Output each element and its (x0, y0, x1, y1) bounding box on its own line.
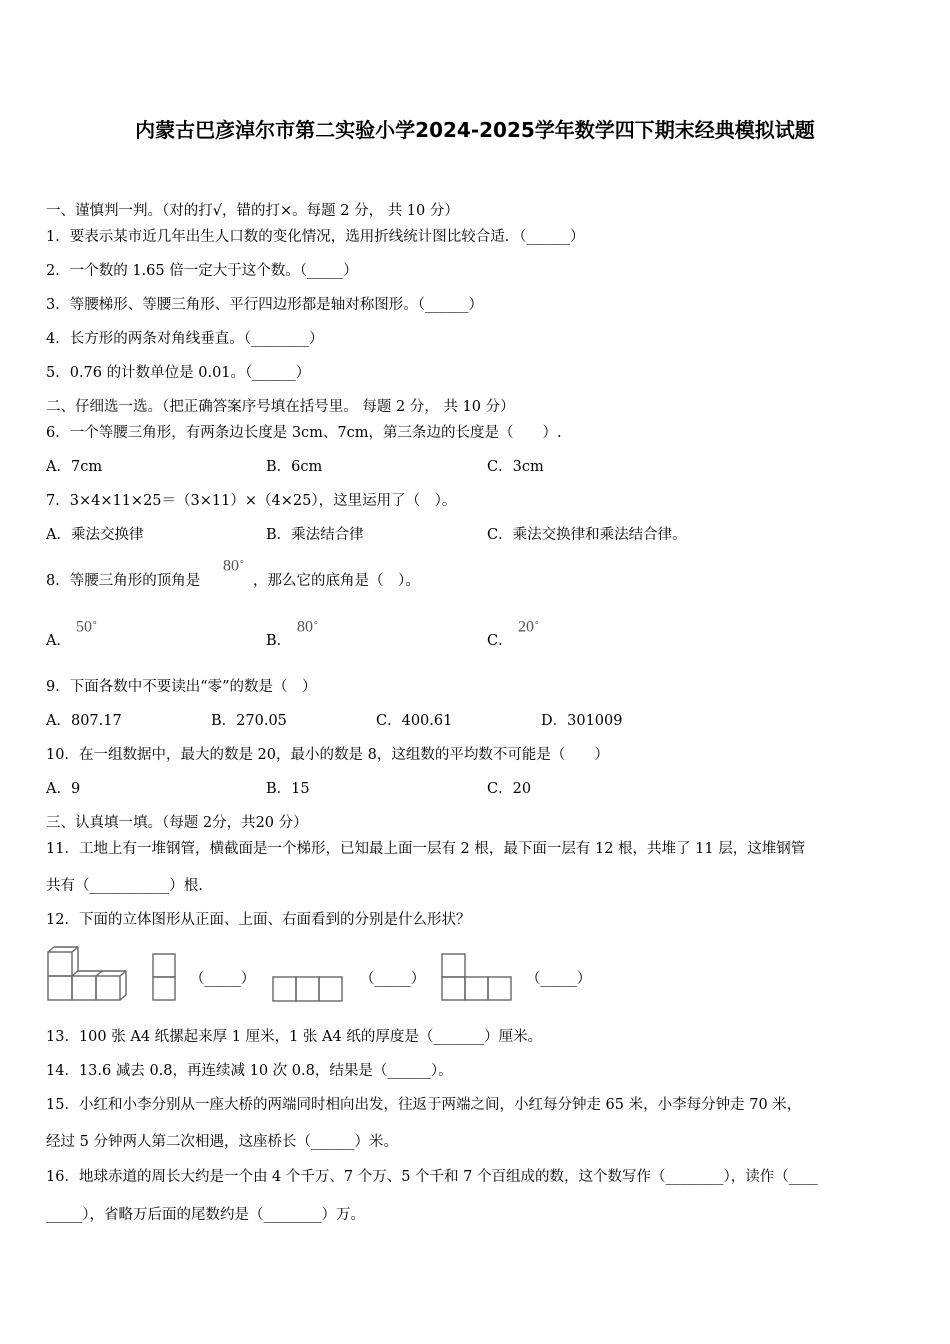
option-9d: D．301009 (541, 713, 623, 729)
option-10c: C．20 (487, 781, 532, 797)
question-11-line-2: 共有（___________）根. (46, 878, 203, 894)
question-4: 4．长方形的两条对角线垂直。（________） (46, 331, 324, 347)
view-shape-1 (151, 952, 179, 1004)
page-title: 内蒙古巴彦淖尔市第二实验小学2024-2025学年数学四下期末经典模拟试题 (135, 118, 815, 142)
question-16-line-2: _____），省略万后面的尾数约是（________）万。 (46, 1207, 365, 1223)
option-10b: B．15 (266, 781, 310, 797)
question-1: 1．要表示某市近几年出生人口数的变化情况，选用折线统计图比较合适．（______） (46, 229, 585, 245)
section-heading-choice: 二、仔细选一选。（把正确答案序号填在括号里。 每题 2 分， 共 10 分） (46, 399, 515, 415)
question-8-suffix: ，那么它的底角是（ ）。 (253, 573, 420, 589)
option-8c: C． (487, 633, 513, 649)
option-7b: B．乘法结合律 (266, 527, 364, 543)
option-8a-angle: 50∘ (76, 617, 98, 636)
question-15-line-1: 15．小红和小李分别从一座大桥的两端同时相向出发，往返于两端之间，小红每分钟走 65 米，小李每分钟走 70 米， (46, 1097, 802, 1113)
question-11-line-1: 11．工地上有一堆钢管，横截面是一个梯形，已知最上面一层有 2 根，最下面一层有 12 根，共堆了 11 层，这堆钢管 (46, 841, 806, 857)
answer-blank-view-1[interactable]: （_____） (190, 971, 256, 987)
option-10a: A．9 (46, 781, 81, 797)
question-8-prefix: 8．等腰三角形的顶角是 (46, 573, 201, 589)
question-5: 5．0.76 的计数单位是 0.01。（______） (46, 365, 311, 381)
option-9b: B．270.05 (211, 713, 287, 729)
option-8b-angle: 80∘ (297, 617, 319, 636)
option-8b: B． (266, 633, 292, 649)
option-6a: A．7cm (46, 459, 103, 475)
question-15-line-2: 经过 5 分钟两人第二次相遇，这座桥长（______）米。 (46, 1134, 398, 1150)
question-2: 2．一个数的 1.65 倍一定大于这个数。（_____） (46, 263, 358, 279)
view-shape-2 (271, 974, 345, 1004)
question-16-line-1: 16．地球赤道的周长大约是一个由 4 个千万、7 个万、5 个千和 7 个百组成的数，这个数写作（________），读作（____ (46, 1169, 818, 1185)
section-heading-judge: 一、谨慎判一判。（对的打√，错的打×。每题 2 分， 共 10 分） (46, 203, 459, 219)
question-6: 6．一个等腰三角形，有两条边长度是 3cm、7cm，第三条边的长度是（ ）. (46, 425, 562, 441)
question-12: 12．下面的立体图形从正面、上面、右面看到的分别是什么形状？ (46, 912, 471, 928)
question-14: 14．13.6 减去 0.8，再连续减 10 次 0.8，结果是（______）。 (46, 1063, 453, 1079)
question-10: 10．在一组数据中，最大的数是 20，最小的数是 8，这组数的平均数不可能是（ ） (46, 747, 609, 763)
option-6c: C．3cm (487, 459, 544, 475)
view-shape-3 (440, 952, 514, 1004)
option-9c: C．400.61 (376, 713, 453, 729)
question-7: 7．3×4×11×25＝（3×11）×（4×25），这里运用了（ ）。 (46, 493, 457, 509)
answer-blank-view-3[interactable]: （_____） (526, 971, 592, 987)
option-6b: B．6cm (266, 459, 323, 475)
option-9a: A．807.17 (46, 713, 122, 729)
question-9: 9．下面各数中不要读出“零”的数是（ ） (46, 679, 317, 695)
answer-blank-view-2[interactable]: （_____） (360, 971, 426, 987)
section-heading-fill: 三、认真填一填。（每题 2分，共20 分） (46, 815, 308, 831)
question-13: 13．100 张 A4 纸摞起来厚 1 厘米，1 张 A4 纸的厚度是（_______）厘米。 (46, 1029, 543, 1045)
question-8-angle: 80∘ (223, 556, 245, 575)
option-8a: A． (46, 633, 71, 649)
question-3: 3．等腰梯形、等腰三角形、平行四边形都是轴对称图形。（______） (46, 297, 483, 313)
option-8c-angle: 20∘ (518, 617, 540, 636)
option-7c: C．乘法交换律和乘法结合律。 (487, 527, 687, 543)
option-7a: A．乘法交换律 (46, 527, 144, 543)
solid-figure-3d (46, 946, 128, 1002)
